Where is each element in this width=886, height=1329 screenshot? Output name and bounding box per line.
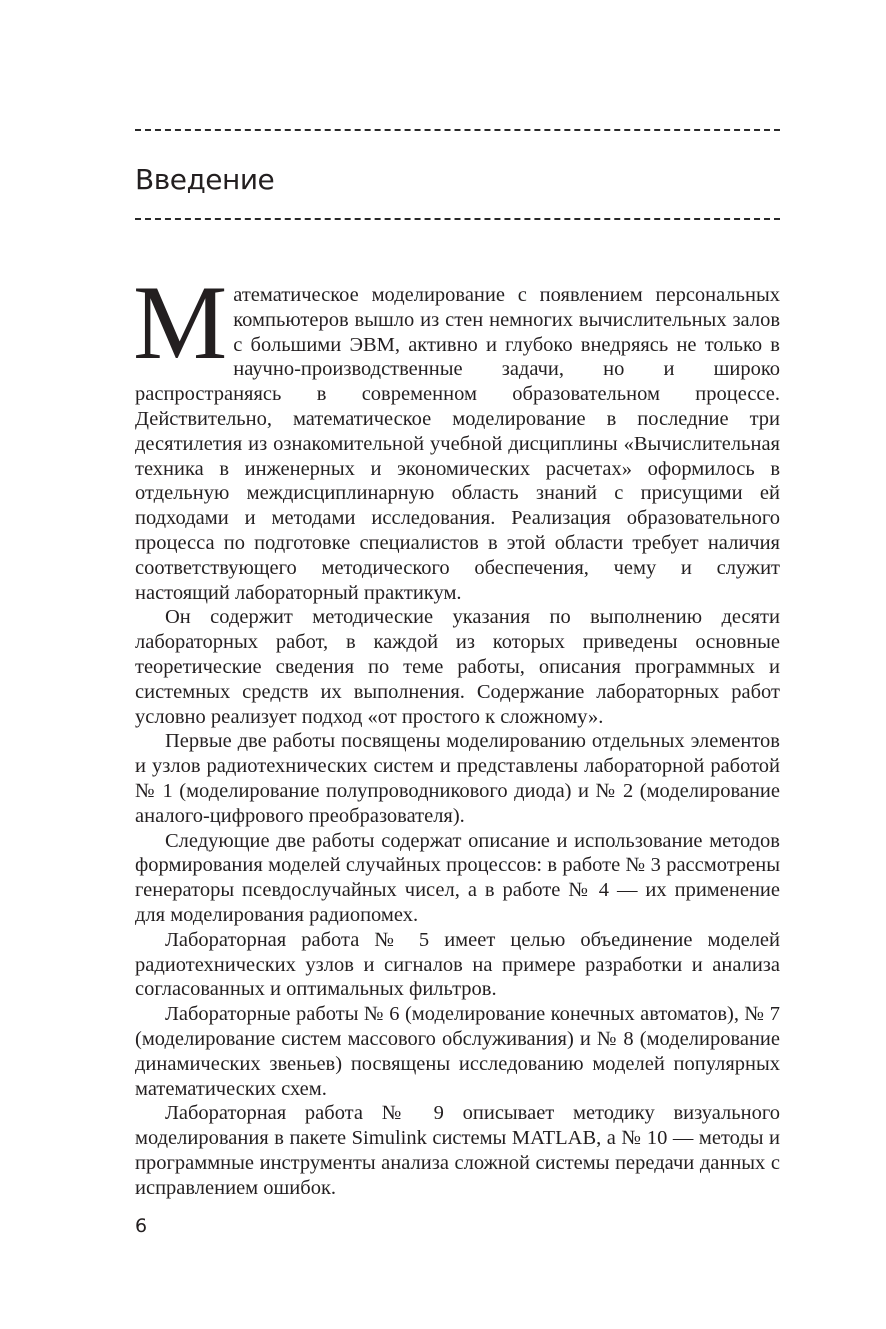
page-number: 6	[135, 1215, 148, 1237]
chapter-title: Введение	[135, 163, 275, 196]
chapter-bottom-divider	[135, 218, 780, 220]
chapter-top-divider	[135, 129, 780, 131]
paragraph-5: Лабораторная работа № 5 имеет целью объединение моделей радиотехнических узлов и сигналов на примере разработки и анализа согласованных и оптимальных фильтров.	[135, 928, 780, 1001]
paragraph-1	[133, 264, 780, 605]
chapter-body	[133, 264, 780, 1200]
paragraph-3: Первые две работы посвящены моделированию отдельных элементов и узлов радиотехнических систем и представлены лабораторной работой № 1 (моделирование полупроводникового диода) и № 2 (моделирование аналого-цифрового преобразователя).	[135, 730, 780, 827]
paragraph-7: Лабораторная работа № 9 описывает методику визуального моделирования в пакете Simulink системы MATLAB, а № 10 — методы и программные инструменты анализа сложной системы передачи данных с исправлением ошибок.	[135, 1102, 780, 1199]
paragraph-1-text: атематическое моделирование с появлением персональных компьютеров вышло из стен немногих вычислительных залов с большими ЭВМ, активно и глубоко внедряясь не только в научно-производственные задачи, но и широко распространяясь в современном образовательном процессе. Действительно, математическое моделирование в последние три десятилетия из ознакомительной учебной дисциплины «Вычислительная техника в инженерных и экономических расчетах» оформилось в отдельную междисциплинарную область знаний с присущими ей подходами и методами исследования. Реализация образовательного процесса по подготовке специалистов в этой области требует наличия соответствующего методического обеспечения, чему и служит настоящий лабораторный практикум.	[135, 284, 780, 604]
paragraph-4: Следующие две работы содержат описание и использование методов формирования моделей случайных процессов: в работе № 3 рассмотрены генераторы псевдослучайных чисел, а в работе № 4 — их применение для моделирования радиопомех.	[135, 829, 780, 926]
paragraph-2: Он содержит методические указания по выполнению десяти лабораторных работ, в каждой из которых приведены основные теоретические сведения по теме работы, описания программных и системных средств их выполнения. Содержание лабораторных работ условно реализует подход «от простого к сложному».	[135, 606, 780, 728]
paragraph-6: Лабораторные работы № 6 (моделирование конечных автоматов), № 7 (моделирование систем массового обслуживания) и № 8 (моделирование динамических звеньев) посвящены исследованию моделей популярных математических схем.	[135, 1003, 780, 1100]
drop-cap: М	[133, 264, 228, 381]
